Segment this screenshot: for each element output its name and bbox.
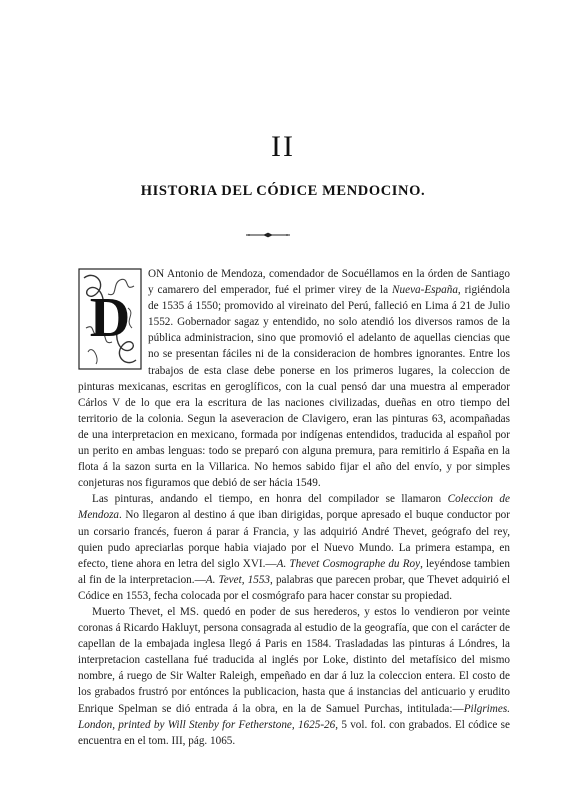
paragraph-3-intro: Muerto Thevet, el MS. quedó en poder de sus herederos, y estos lo vendieron por veinte coronas á Ricardo Hakluyt, persona consagrada al estudio de la geografía, que con el carácter de capellan de la embajada inglesa llegó á Paris en 1584. Trasladadas las pinturas á Lóndres, la interpretacion castellana fué traducida al inglés por Loke, distinto del metafísico del mismo nombre, á ruego de Sir Walter Raleigh, empeñado en dar á luz la coleccion entera. El costo de los grabados frustró por entónces la publicacion, hasta que á instancias del anticuario y erudito Enrique Spelman se dió entrada á la obra, en la de Samuel Purchas, intitulada:— <box>78 605 510 715</box>
paragraph-1 <box>78 266 510 491</box>
chapter-title: HISTORIA DEL CÓDICE MENDOCINO. <box>140 183 426 199</box>
chapter-number: II <box>271 130 295 163</box>
dropcap-letter: D <box>89 287 131 349</box>
ornament-rule-icon <box>245 232 291 238</box>
paragraph-2-intro: Las pinturas, andando el tiempo, en honra del compilador se llamaron <box>92 493 448 506</box>
paragraph-2 <box>78 491 510 604</box>
paragraph-3-rest: , 5 vol. fol. con grabados. El códice se encuentra en el tom. III, pág. 1065. <box>78 718 510 747</box>
paragraph-2-italic-thevet: A. Thevet Cosmographe du Roy <box>276 557 421 570</box>
paragraph-2-mid2: , leyéndose tambien al fin de la interpretacion.— <box>78 557 510 586</box>
paragraph-2-italic-tevet: A. Tevet, 1553 <box>205 573 271 586</box>
paragraph-3-italic-pilgrimes: Pilgrimes. London, printed by Will Stenby for Fetherstone, 1625-26 <box>78 702 510 731</box>
paragraph-2-italic-collection: Coleccion de Mendoza <box>78 493 510 522</box>
paragraph-3 <box>78 604 510 749</box>
paragraph-1-italic: Nueva-España <box>392 284 458 297</box>
body-text <box>78 266 510 749</box>
ornate-initial-icon <box>78 268 142 370</box>
paragraph-1-rest: , rigiéndola de 1535 á 1550; promovido al vireinato del Perú, falleció en Lima á 21 de Julio 1552. Gobernador sagaz y entendido, no solo atendió los diversos ramos de la pública administracion, sino que promovió el adelanto de aquellas ciencias que no se presentan fáciles ni de la consideracion de hombres ignorantes. Entre los trabajos de esta clase debe ponerse en los primeros lugares, la coleccion de pinturas mexicanas, escritas en geroglíficos, con la cual pensó dar una muestra al emperador Cárlos V de lo que era la escritura de las naciones civilizadas, dueñas en otro tiempo del territorio de la colonia. Segun la aseveracion de Clavigero, eran las pinturas 63, acompañadas de una interpretacion en mexicano, formada por indígenas entendidos, traducida al español por un perito en ambas lenguas: todo se preparó con alguna premura, para remitirlo á España en la flota á la sazon surta en la Villarica. No hemos sabido fijar el año del envío, y por simples conjeturas nos figuramos que debió de ser hácia 1549. <box>78 284 510 490</box>
paragraph-2-rest: , palabras que parecen probar, que Thevet adquirió el Códice en 1553, fecha colocada por el cosmógrafo para hacer constar su propiedad. <box>78 573 510 602</box>
dropcap-ornament <box>78 268 142 370</box>
paragraph-1-intro: ON Antonio de Mendoza, comendador de Socuéllamos en la órden de Santiago y camarero del emperador, fué el primer virey de la <box>148 268 510 297</box>
paragraph-2-mid1: . No llegaron al destino á que iban dirigidas, porque apresado el buque conductor por un corsario francés, fueron á parar á Francia, y las adquirió André Thevet, geógrafo del rey, quien pudo apreciarlas porque habia viajado por el Nuevo Mundo. La primera estampa, en efecto, tiene ahora en letra del siglo XVI.— <box>78 509 510 570</box>
